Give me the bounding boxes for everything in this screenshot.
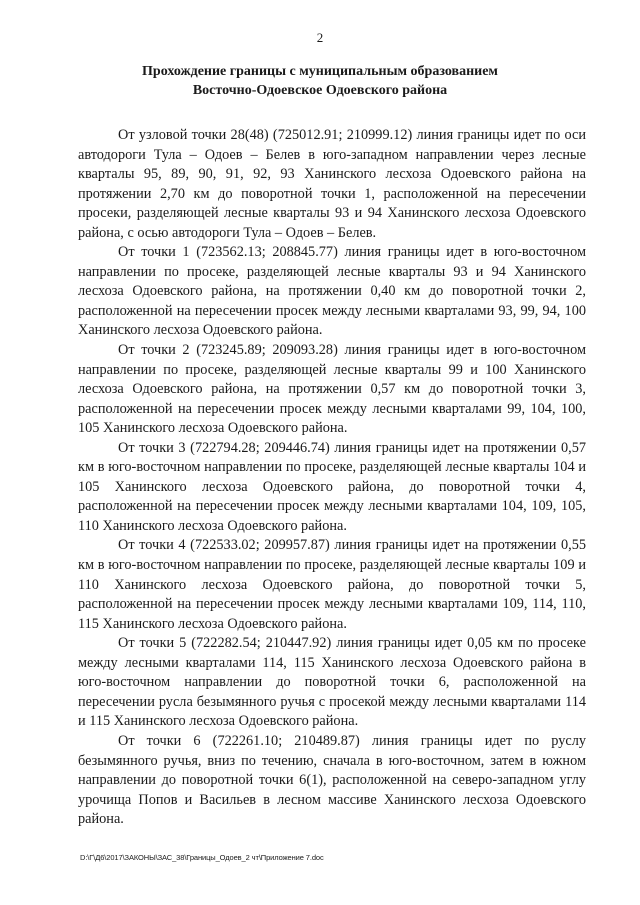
file-path-footer: D:\Г\Д6\2017\ЗАКОНЫ\ЗАС_38\Границы_Одоев_2 чт\Приложение 7.doc bbox=[80, 853, 324, 862]
paragraph: От точки 4 (722533.02; 209957.87) линия границы идет на протяжении 0,55 км в юго-восточном направлении по просеке, разделяющей лесные кварталы 109 и 110 Ханинского лесхоза Одоевского района, до поворотной точки 5, расположенной на пересечении просек между лесными кварталами 109, 114, 110, 115 Ханинского лесхоза Одоевского района. bbox=[78, 537, 586, 632]
paragraph: От точки 1 (723562.13; 208845.77) линия границы идет в юго-восточном направлении по просеке, разделяющей лесные кварталы 93 и 94 Ханинского лесхоза Одоевского района, на протяжении 0,40 км до поворотной точки 2, расположенной на пересечении просек между лесными кварталами 93, 99, 94, 100 Ханинского лесхоза Одоевского района. bbox=[78, 244, 586, 339]
title-line-1: Прохождение границы с муниципальным образованием bbox=[142, 64, 498, 79]
page-number: 2 bbox=[316, 30, 324, 45]
paragraph: От точки 3 (722794.28; 209446.74) линия границы идет на протяжении 0,57 км в юго-восточном направлении по просеке, разделяющей лесные кварталы 104 и 105 Ханинского лесхоза Одоевского района, до поворотной точки 4, расположенной на пересечении просек между лесными кварталами 104, 109, 105, 110 Ханинского лесхоза Одоевского района. bbox=[78, 439, 586, 534]
paragraph: От точки 6 (722261.10; 210489.87) линия границы идет по руслу безымянного ручья, вниз по течению, сначала в юго-восточном, затем в южном направлении до поворотной точки 6(1), расположенной на северо-западном углу урочища Попов и Васильев в лесном массиве Ханинского лесхоза Одоевского района. bbox=[78, 732, 586, 828]
paragraph: От точки 2 (723245.89; 209093.28) линия границы идет в юго-восточном направлении по просеке, разделяющей лесные кварталы 99 и 100 Ханинского лесхоза Одоевского района, на протяжении 0,57 км до поворотной точки 3, расположенной на пересечении просек между лесными кварталами 99, 104, 100, 105 Ханинского лесхоза Одоевского района. bbox=[78, 342, 586, 437]
title-line-2: Восточно-Одоевское Одоевского района bbox=[192, 83, 448, 98]
page-title bbox=[60, 62, 580, 100]
paragraph: От узловой точки 28(48) (725012.91; 210999.12) линия границы идет по оси автодороги Тула – Одоев – Белев в юго-западном направлении через лесные кварталы 95, 89, 90, 91, 92, 93 Ханинского лесхоза Одоевского района на протяжении 2,70 км до поворотной точки 1, расположенной на пересечении просеки, разделяющей лесные кварталы 93 и 94 Ханинского лесхоза Одоевского района, с осью автодороги Тула – Одоев – Белев. bbox=[78, 127, 586, 241]
document-body bbox=[78, 126, 586, 830]
paragraph: От точки 5 (722282.54; 210447.92) линия границы идет 0,05 км по просеке между лесными кварталами 114, 115 Ханинского лесхоза Одоевского района в юго-восточном направлении до поворотной точки 6, расположенной на пересечении русла безымянного ручья с просекой между лесными кварталами 114 и 115 Ханинского лесхоза Одоевского района. bbox=[78, 635, 586, 730]
